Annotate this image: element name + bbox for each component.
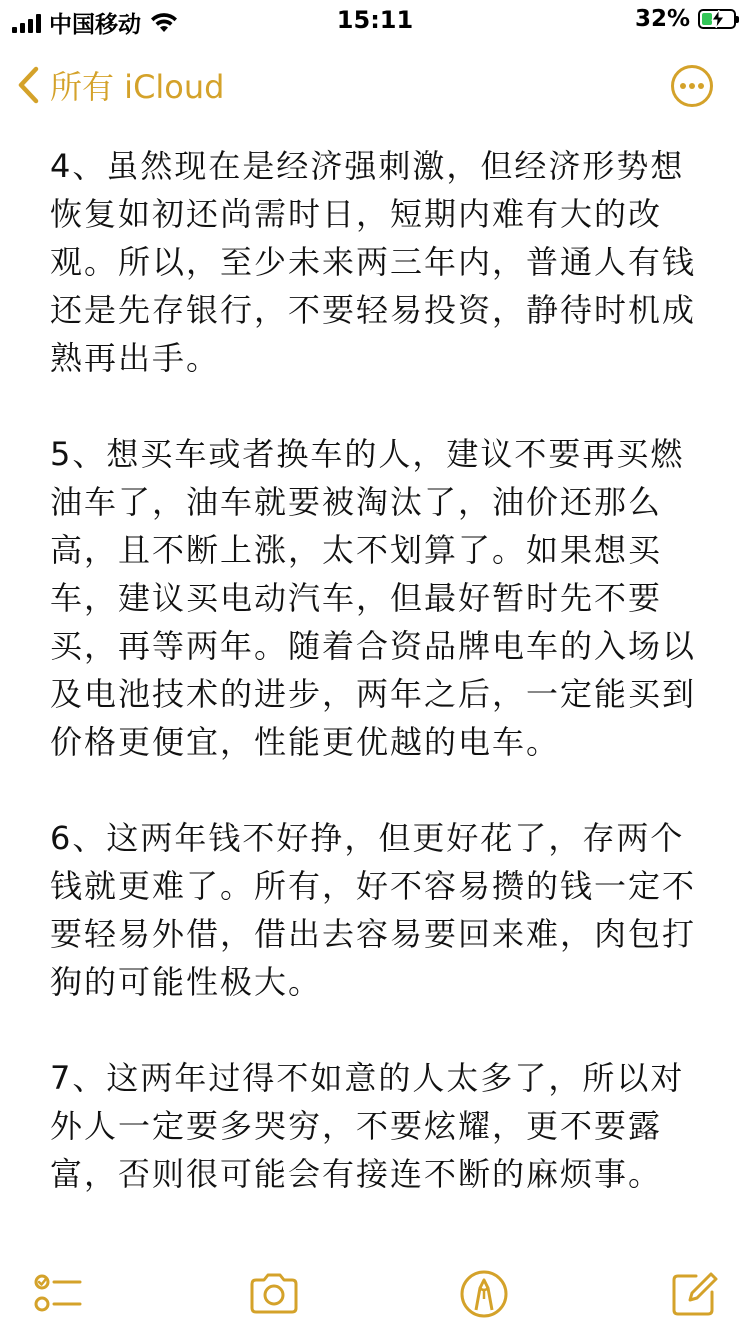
back-label: 所有 iCloud — [50, 68, 225, 106]
bottom-toolbar — [0, 1258, 750, 1334]
battery-charging-icon — [698, 9, 736, 29]
camera-button[interactable] — [246, 1266, 302, 1322]
status-right — [635, 6, 736, 32]
status-bar — [0, 0, 750, 40]
back-button[interactable] — [16, 62, 224, 108]
more-ellipsis-icon — [670, 64, 714, 108]
compose-icon — [666, 1266, 722, 1322]
markup-pen-icon — [456, 1266, 512, 1322]
note-paragraph-4: 4、虽然现在是经济强刺激，但经济形势想恢复如初还尚需时日，短期内难有大的改观。所以，至少未来两三年内，普通人有钱还是先存银行，不要轻易投资，静待时机成熟再出手。 — [50, 147, 697, 377]
note-paragraph-5: 5、想买车或者换车的人，建议不要再买燃油车了，油车就要被淘汰了，油价还那么高，且不断上涨，太不划算了。如果想买车，建议买电动汽车，但最好暂时先不要买，再等两年。随着合资品牌电车的入场以及电池技术的进步，两年之后，一定能买到价格更便宜，性能更优越的电车。 — [50, 435, 697, 761]
more-button[interactable] — [670, 64, 714, 108]
charging-bolt-icon — [710, 10, 726, 28]
toolbar-fade — [0, 1200, 750, 1260]
camera-icon — [246, 1266, 302, 1322]
battery-percent: 32% — [634, 6, 690, 32]
checklist-icon — [30, 1266, 86, 1322]
chevron-left-icon — [16, 65, 40, 105]
compose-button[interactable] — [666, 1266, 722, 1322]
status-time: 15:11 — [336, 6, 414, 34]
note-paragraph-7: 7、这两年过得不如意的人太多了，所以对外人一定要多哭穷，不要炫耀，更不要露富，否则很可能会有接连不断的麻烦事。 — [50, 1059, 685, 1193]
markup-button[interactable] — [456, 1266, 512, 1322]
note-paragraph-6: 6、这两年钱不好挣，但更好花了，存两个钱就更难了。所有，好不容易攒的钱一定不要轻易外借，借出去容易要回来难，肉包打狗的可能性极大。 — [50, 819, 697, 1001]
nav-bar — [0, 40, 750, 130]
carrier-label: 中国移动 — [49, 12, 141, 38]
checklist-button[interactable] — [30, 1266, 86, 1322]
note-body[interactable] — [50, 142, 710, 1246]
